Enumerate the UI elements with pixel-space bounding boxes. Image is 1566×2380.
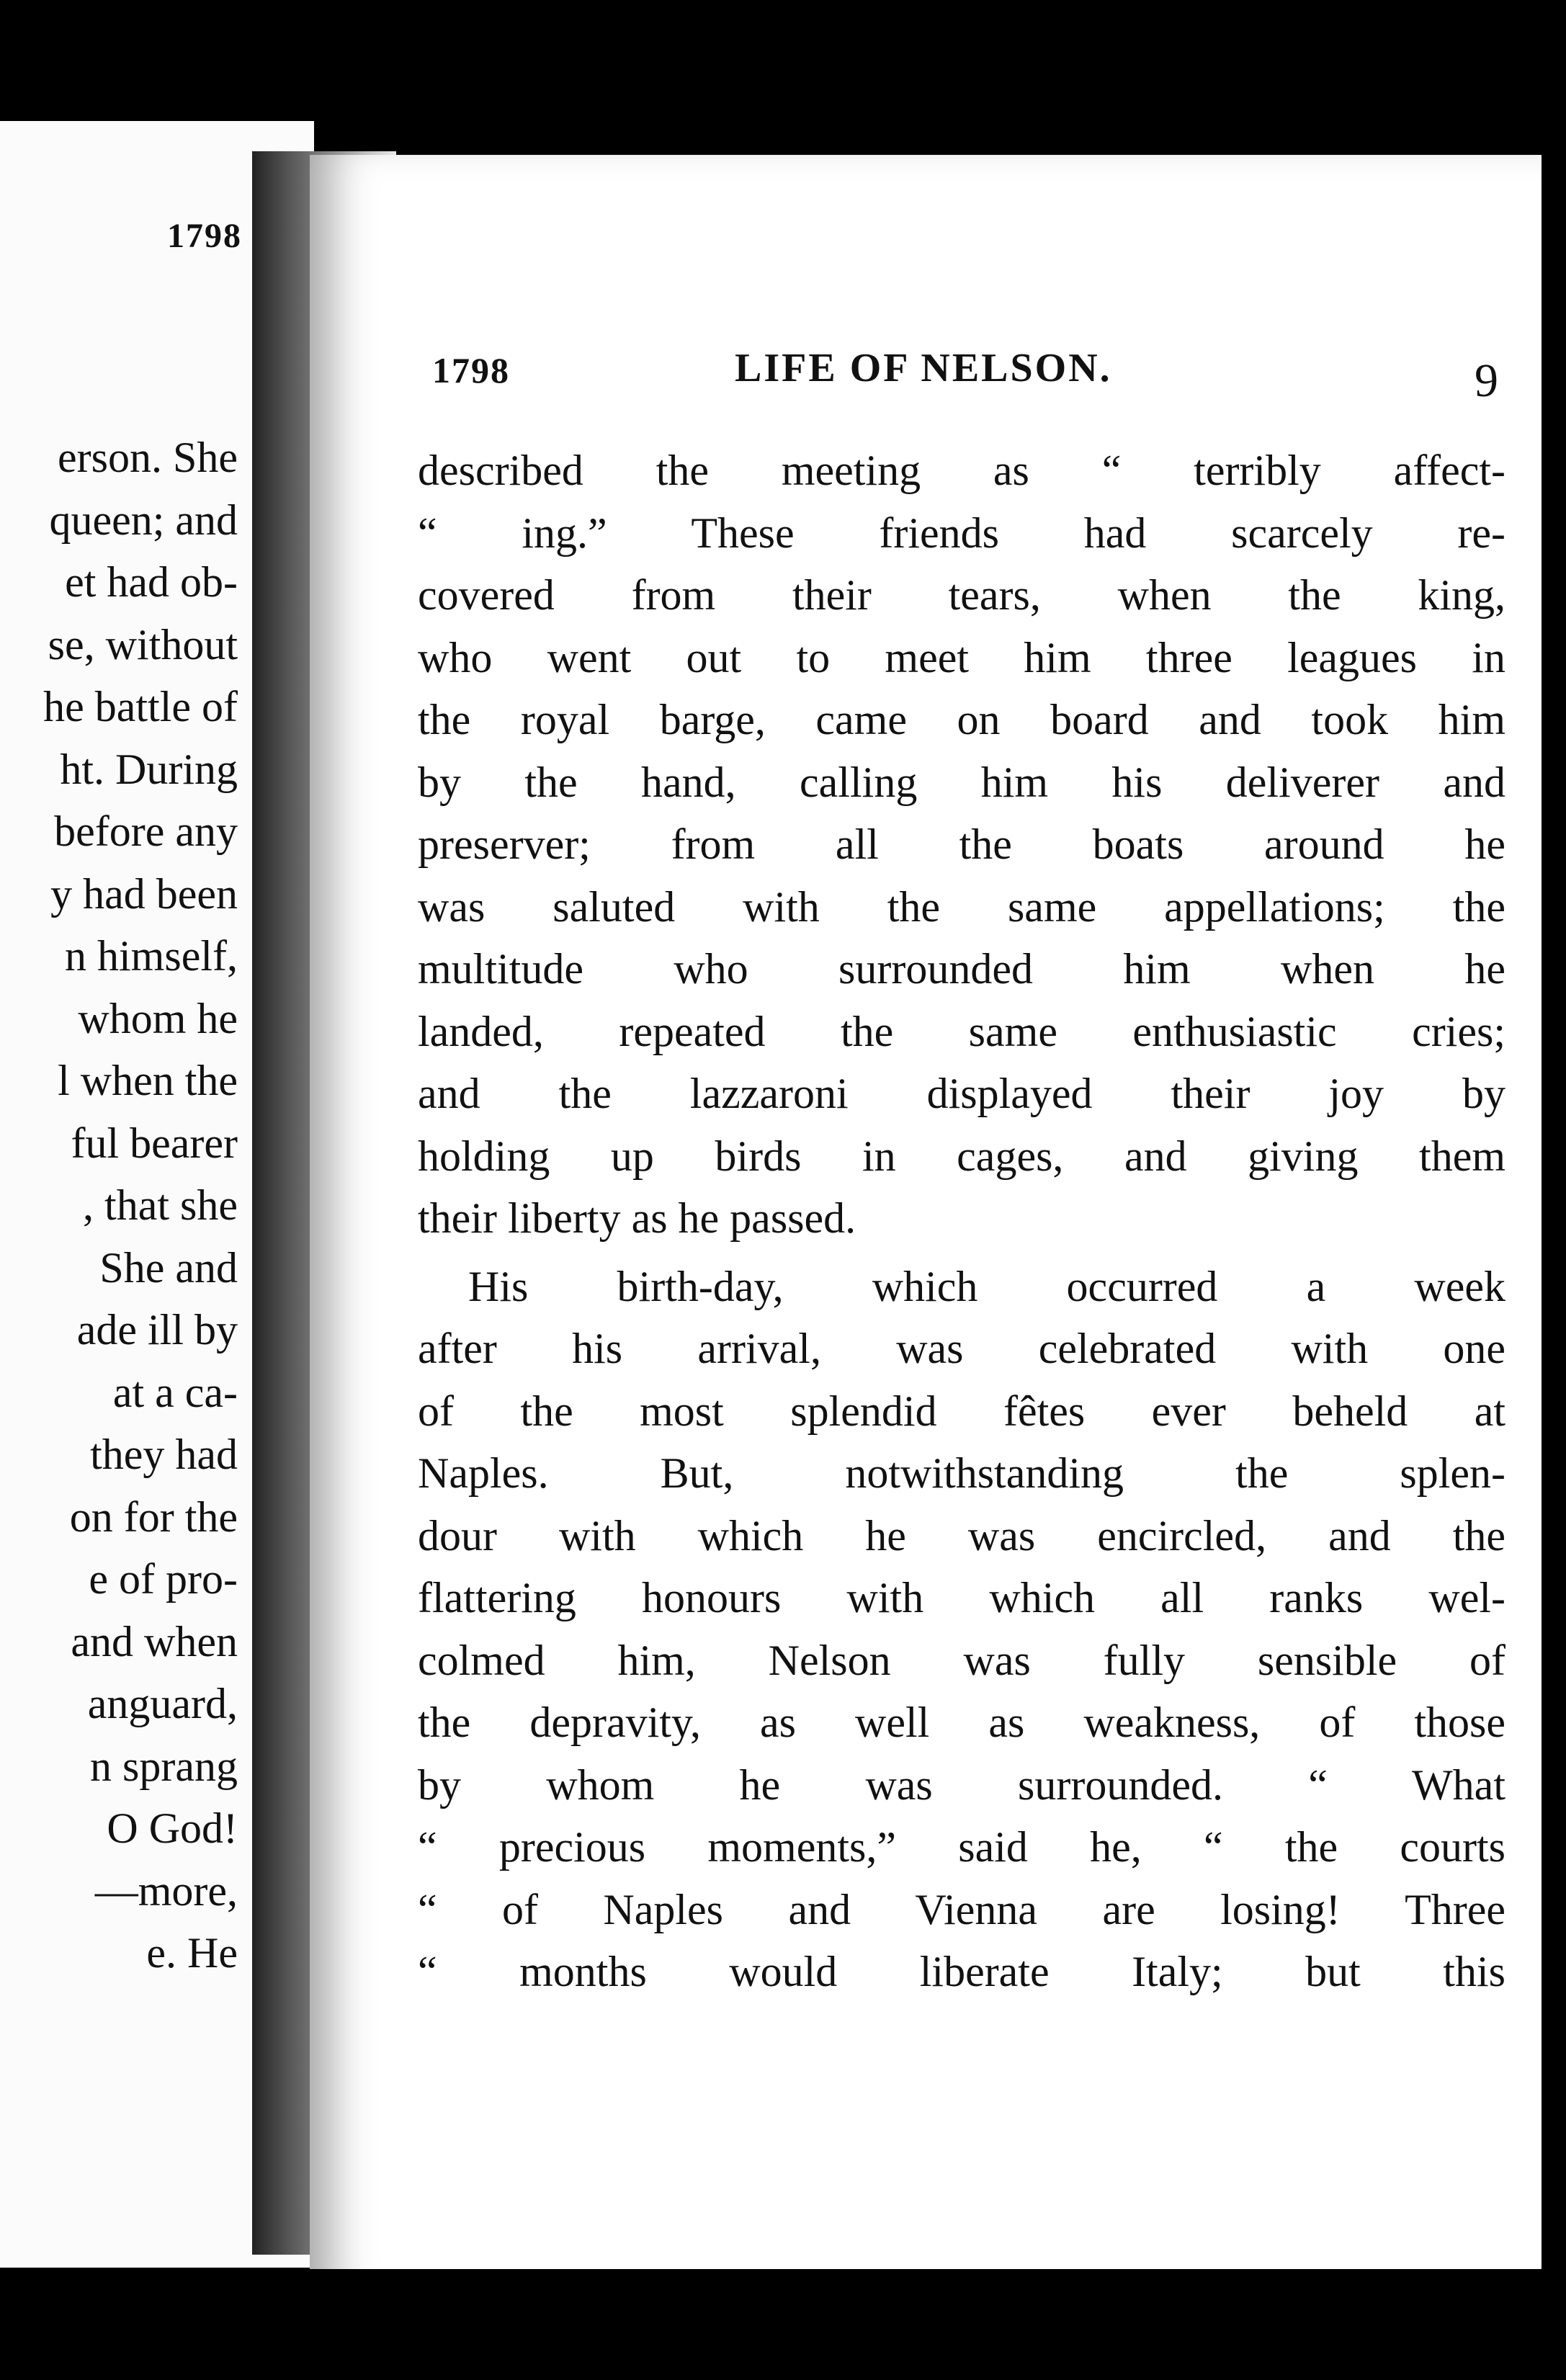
text-line: erson. She xyxy=(58,434,238,481)
text-line: by whom he was surrounded. “ What xyxy=(418,1761,1505,1809)
text-line: was saluted with the same appellations; the xyxy=(418,882,1505,931)
paragraph-2 xyxy=(418,1256,1505,2003)
text-line: before any xyxy=(54,808,238,855)
text-line: described the meeting as “ terribly affect- xyxy=(418,447,1505,494)
running-head-year: 1798 xyxy=(432,350,510,390)
text-line: queen; and xyxy=(49,496,238,544)
text-line: n himself, xyxy=(65,932,238,980)
text-line: their liberty as he passed. xyxy=(418,1194,856,1242)
page-body xyxy=(418,439,1505,2003)
text-line: on for the xyxy=(69,1493,238,1541)
page-number: 9 xyxy=(1475,354,1498,407)
text-line: flattering honours with which all ranks wel- xyxy=(418,1574,1505,1621)
text-line: the royal barge, came on board and took him xyxy=(418,696,1505,743)
text-line: y had been xyxy=(50,869,238,918)
text-line: landed, repeated the same enthusiastic cries; xyxy=(418,1007,1505,1055)
text-line: et had ob- xyxy=(65,558,238,606)
text-line: at a ca- xyxy=(112,1368,238,1416)
text-line: —more, xyxy=(94,1866,238,1915)
text-line: the depravity, as well as weakness, of those xyxy=(418,1699,1505,1746)
text-line: and when xyxy=(71,1617,238,1665)
text-line: His birth-day, which occurred a week xyxy=(468,1262,1505,1310)
text-line: , that she xyxy=(83,1181,238,1229)
text-line: ht. During xyxy=(60,745,238,793)
text-line: se, without xyxy=(48,620,238,668)
text-line: “ months would liberate Italy; but this xyxy=(418,1948,1505,1995)
paragraph-1 xyxy=(418,439,1505,1250)
text-line: multitude who surrounded him when he xyxy=(418,945,1505,993)
text-line: they had xyxy=(90,1431,238,1478)
scan-border xyxy=(0,2269,1566,2380)
text-line: after his arrival, was celebrated with one xyxy=(418,1325,1505,1372)
text-line: l when the xyxy=(58,1057,238,1104)
running-head-title: LIFE OF NELSON. xyxy=(735,346,1112,390)
text-line: Naples. But, notwithstanding the splen- xyxy=(418,1449,1505,1497)
text-line: ful bearer xyxy=(71,1119,238,1167)
text-line: whom he xyxy=(78,994,238,1042)
text-line: ade ill by xyxy=(76,1306,238,1354)
current-page xyxy=(310,155,1542,2291)
previous-page-year: 1798 xyxy=(167,217,242,255)
text-line: preserver; from all the boats around he xyxy=(418,820,1505,868)
text-line: covered from their tears, when the king, xyxy=(418,571,1505,619)
text-line: e. He xyxy=(146,1929,238,1977)
text-line: “ ing.” These friends had scarcely re- xyxy=(418,509,1505,557)
text-line: She and xyxy=(99,1243,238,1292)
text-line: who went out to meet him three leagues in xyxy=(418,633,1505,681)
text-line: by the hand, calling him his deliverer and xyxy=(418,758,1505,806)
text-line: holding up birds in cages, and giving them xyxy=(418,1132,1505,1180)
text-line: “ of Naples and Vienna are losing! Three xyxy=(418,1885,1505,1933)
text-line: O God! xyxy=(107,1804,238,1852)
text-line: e of pro- xyxy=(89,1555,238,1603)
text-line: and the lazzaroni displayed their joy by xyxy=(418,1070,1505,1117)
text-line: “ precious moments,” said he, “ the courts xyxy=(418,1823,1505,1871)
text-line: colmed him, Nelson was fully sensible of xyxy=(418,1636,1505,1684)
text-line: of the most splendid fêtes ever beheld at xyxy=(418,1387,1505,1435)
text-line: n sprang xyxy=(90,1742,238,1790)
text-line: he battle of xyxy=(43,683,238,730)
text-line: anguard, xyxy=(87,1680,238,1727)
running-head xyxy=(432,346,1498,407)
text-line: dour with which he was encircled, and the xyxy=(418,1511,1505,1560)
previous-page-text xyxy=(0,426,238,1985)
